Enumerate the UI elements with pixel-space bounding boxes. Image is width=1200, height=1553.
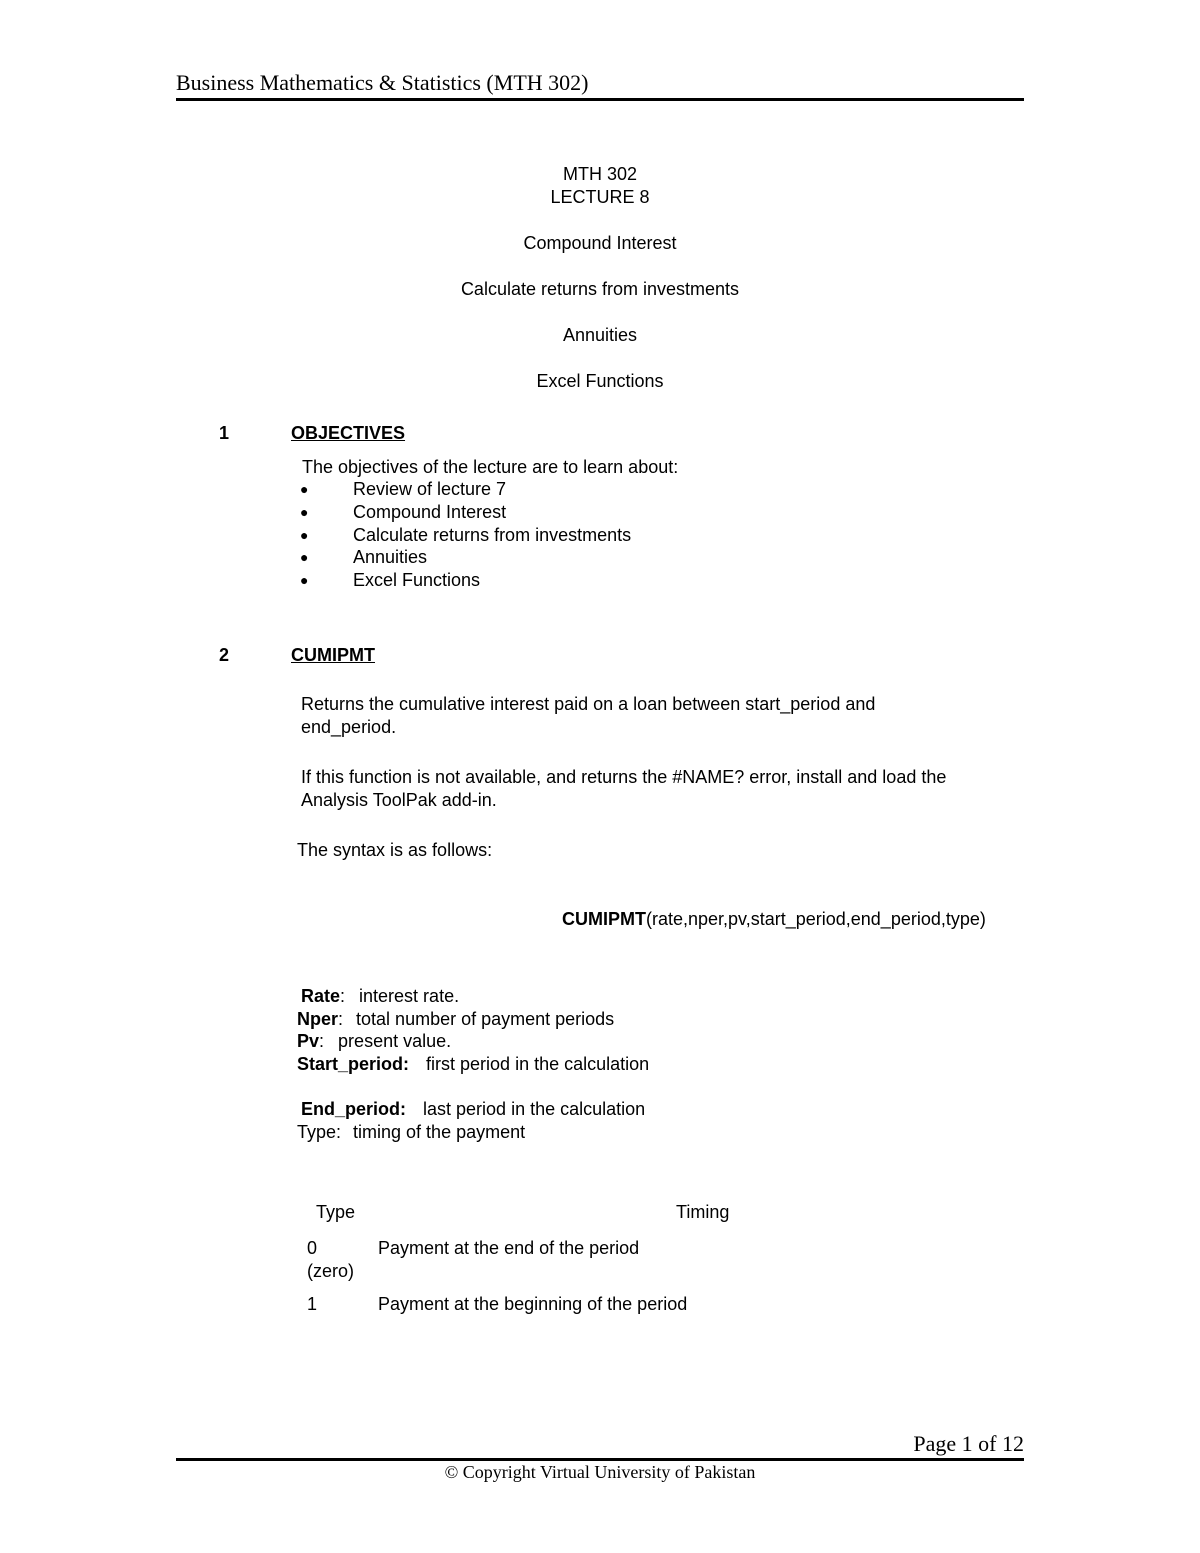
argument-name: Rate	[301, 986, 341, 1006]
table-cell-timing: Payment at the end of the period	[378, 1238, 640, 1258]
lecture-number: LECTURE 8	[550, 187, 650, 207]
table-header-timing: Timing	[676, 1202, 730, 1222]
objective-item: Review of lecture 7	[353, 479, 507, 499]
syntax-intro: The syntax is as follows:	[297, 840, 493, 860]
argument-type	[297, 1122, 525, 1143]
section-1-number: 1	[219, 423, 230, 443]
syntax-arguments: (rate,nper,pv,start_period,end_period,type)	[646, 909, 986, 929]
argument-description: first period in the calculation	[426, 1054, 650, 1074]
note-line-1: If this function is not available, and returns the #NAME? error, install and load the	[301, 767, 947, 787]
section-2-number: 2	[219, 645, 230, 665]
argument-name: End_period:	[301, 1099, 407, 1119]
argument-description: last period in the calculation	[423, 1099, 646, 1119]
footer-rule	[176, 1458, 1024, 1461]
argument-name: Start_period:	[297, 1054, 410, 1074]
argument-pv	[297, 1031, 451, 1052]
bullet-icon: ●	[300, 572, 309, 588]
description-line-1: Returns the cumulative interest paid on a loan between start_period and	[301, 694, 876, 714]
argument-description: interest rate.	[359, 986, 460, 1006]
note-line-2: Analysis ToolPak add-in.	[301, 790, 497, 810]
argument-nper	[297, 1009, 614, 1030]
copyright-notice: © Copyright Virtual University of Pakistan	[444, 1462, 756, 1482]
argument-description: present value.	[338, 1031, 452, 1051]
table-cell-type: 1	[307, 1294, 318, 1314]
argument-separator: :	[340, 986, 346, 1006]
bullet-icon: ●	[300, 504, 309, 520]
argument-separator: :	[319, 1031, 325, 1051]
argument-name: Nper	[297, 1009, 339, 1029]
objectives-intro: The objectives of the lecture are to learn about:	[302, 457, 679, 477]
section-1-heading: OBJECTIVES	[291, 423, 406, 443]
argument-name: Pv	[297, 1031, 320, 1051]
argument-description: total number of payment periods	[356, 1009, 615, 1029]
syntax-function-name: CUMIPMT	[562, 909, 646, 929]
argument-rate	[301, 986, 459, 1007]
course-code: MTH 302	[562, 164, 638, 184]
description-line-2: end_period.	[301, 717, 397, 737]
argument-name: Type:	[297, 1122, 342, 1142]
table-header-type: Type	[316, 1202, 356, 1222]
bullet-icon: ●	[300, 527, 309, 543]
argument-end-period	[301, 1099, 645, 1120]
table-cell-type: 0	[307, 1238, 318, 1258]
page-header-title: Business Mathematics & Statistics (MTH 302)	[176, 70, 589, 95]
topic-1: Compound Interest	[523, 233, 677, 253]
bullet-icon: ●	[300, 481, 309, 497]
topic-3: Annuities	[562, 325, 638, 345]
argument-separator: :	[338, 1009, 344, 1029]
syntax-formula	[562, 909, 986, 930]
objective-item: Calculate returns from investments	[353, 525, 632, 545]
table-cell-timing: Payment at the beginning of the period	[378, 1294, 688, 1314]
objective-item: Compound Interest	[353, 502, 507, 522]
page-number: Page 1 of 12	[913, 1431, 1024, 1456]
bullet-icon: ●	[300, 549, 309, 565]
objective-item: Excel Functions	[353, 570, 481, 590]
section-2-heading: CUMIPMT	[291, 645, 375, 665]
argument-start-period	[297, 1054, 649, 1075]
table-cell-type-note: (zero)	[307, 1261, 355, 1281]
topic-2: Calculate returns from investments	[460, 279, 740, 299]
topic-4: Excel Functions	[536, 371, 664, 391]
argument-description: timing of the payment	[353, 1122, 526, 1142]
objective-item: Annuities	[353, 547, 428, 567]
header-rule	[176, 98, 1024, 101]
